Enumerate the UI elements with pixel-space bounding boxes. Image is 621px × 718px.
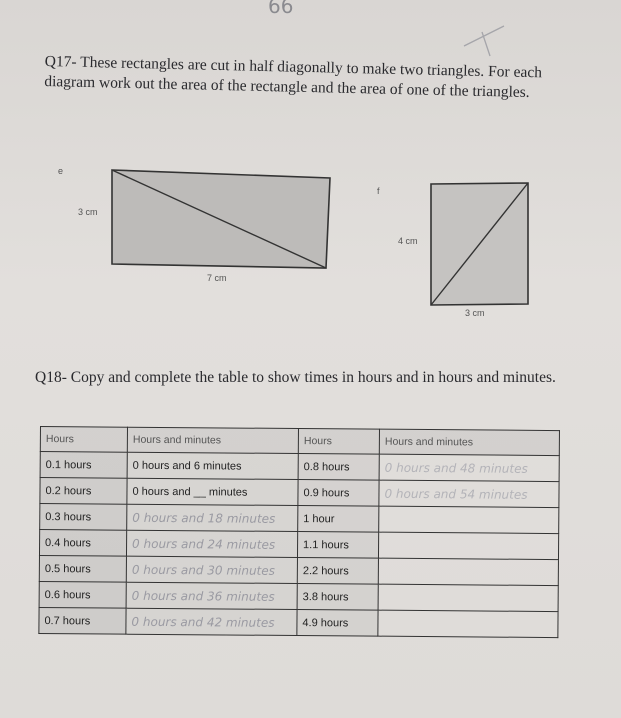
- diagram-e-width-label: 7 cm: [207, 273, 227, 283]
- cell-hours-minutes-2: 0 hours and 54 minutes: [379, 480, 559, 507]
- q17-text: These rectangles are cut in half diagonally to make two triangles. For each diagram work out the area of the rectangle and the area of one of the triangles.: [44, 53, 543, 102]
- cell-hours: 0.3 hours: [40, 504, 127, 531]
- header-hours-and-minutes: Hours and minutes: [127, 427, 298, 453]
- cell-hours-minutes-2: [378, 532, 558, 559]
- table-row: [39, 581, 558, 611]
- cell-hours-minutes: 0 hours and 42 minutes: [126, 608, 297, 635]
- cell-hours-2: 0.9 hours: [298, 480, 379, 507]
- cell-hours-2: 0.8 hours: [298, 454, 379, 481]
- pencil-mark-icon: [460, 18, 510, 58]
- cell-hours: 0.1 hours: [40, 452, 127, 479]
- diagram-f-height-label: 4 cm: [398, 236, 418, 246]
- question-18: [35, 368, 575, 387]
- cell-hours-minutes: 0 hours and 24 minutes: [126, 530, 297, 557]
- cell-hours-2: 1.1 hours: [297, 532, 378, 559]
- cell-hours: 0.4 hours: [39, 530, 126, 557]
- cell-hours-minutes: 0 hours and 30 minutes: [126, 556, 297, 583]
- diagram-f-letter: f: [377, 186, 380, 196]
- diagram-e-height-label: 3 cm: [78, 207, 98, 217]
- table-row: [40, 452, 559, 482]
- table-row: [39, 530, 558, 560]
- cell-hours-minutes: 0 hours and 18 minutes: [127, 504, 298, 531]
- cell-hours-minutes-2: [378, 610, 558, 637]
- cell-hours: 0.6 hours: [39, 581, 126, 608]
- header-hours-and-minutes-2: Hours and minutes: [379, 429, 559, 455]
- cell-hours-minutes-2: [379, 506, 559, 533]
- cell-hours-minutes-2: 0 hours and 48 minutes: [379, 454, 559, 481]
- table-row: [39, 607, 558, 637]
- cell-hours-2: 4.9 hours: [297, 610, 378, 637]
- cell-hours-2: 3.8 hours: [297, 584, 378, 611]
- diagram-e-letter: e: [58, 166, 64, 176]
- cell-hours-minutes: 0 hours and 6 minutes: [127, 452, 298, 479]
- table-row: [39, 555, 558, 585]
- cell-hours-minutes-2: [378, 558, 558, 585]
- cell-hours-minutes-2: [378, 584, 558, 611]
- table-row: [40, 478, 559, 508]
- cell-hours-2: 1 hour: [298, 506, 379, 533]
- q17-label: Q17-: [44, 52, 77, 71]
- q18-text: Copy and complete the table to show times in hours and in hours and minutes.: [70, 369, 556, 386]
- header-hours: Hours: [40, 427, 127, 453]
- table-row: [40, 504, 559, 534]
- cell-hours: 0.2 hours: [40, 478, 127, 505]
- cell-hours-2: 2.2 hours: [297, 558, 378, 585]
- page-number: 66: [268, 0, 294, 18]
- cell-hours-minutes: 0 hours and __ minutes: [127, 478, 298, 505]
- cell-hours: 0.7 hours: [39, 607, 126, 634]
- cell-hours-minutes: 0 hours and 36 minutes: [126, 582, 297, 609]
- cell-hours: 0.5 hours: [39, 555, 126, 582]
- q18-label: Q18-: [35, 369, 67, 386]
- question-17: [44, 52, 565, 104]
- diagram-f-width-label: 3 cm: [465, 308, 485, 318]
- hours-table: [38, 426, 560, 638]
- diagram-f-rectangle: [428, 180, 533, 310]
- diagram-e-rectangle: [110, 168, 335, 273]
- header-hours-2: Hours: [298, 429, 379, 455]
